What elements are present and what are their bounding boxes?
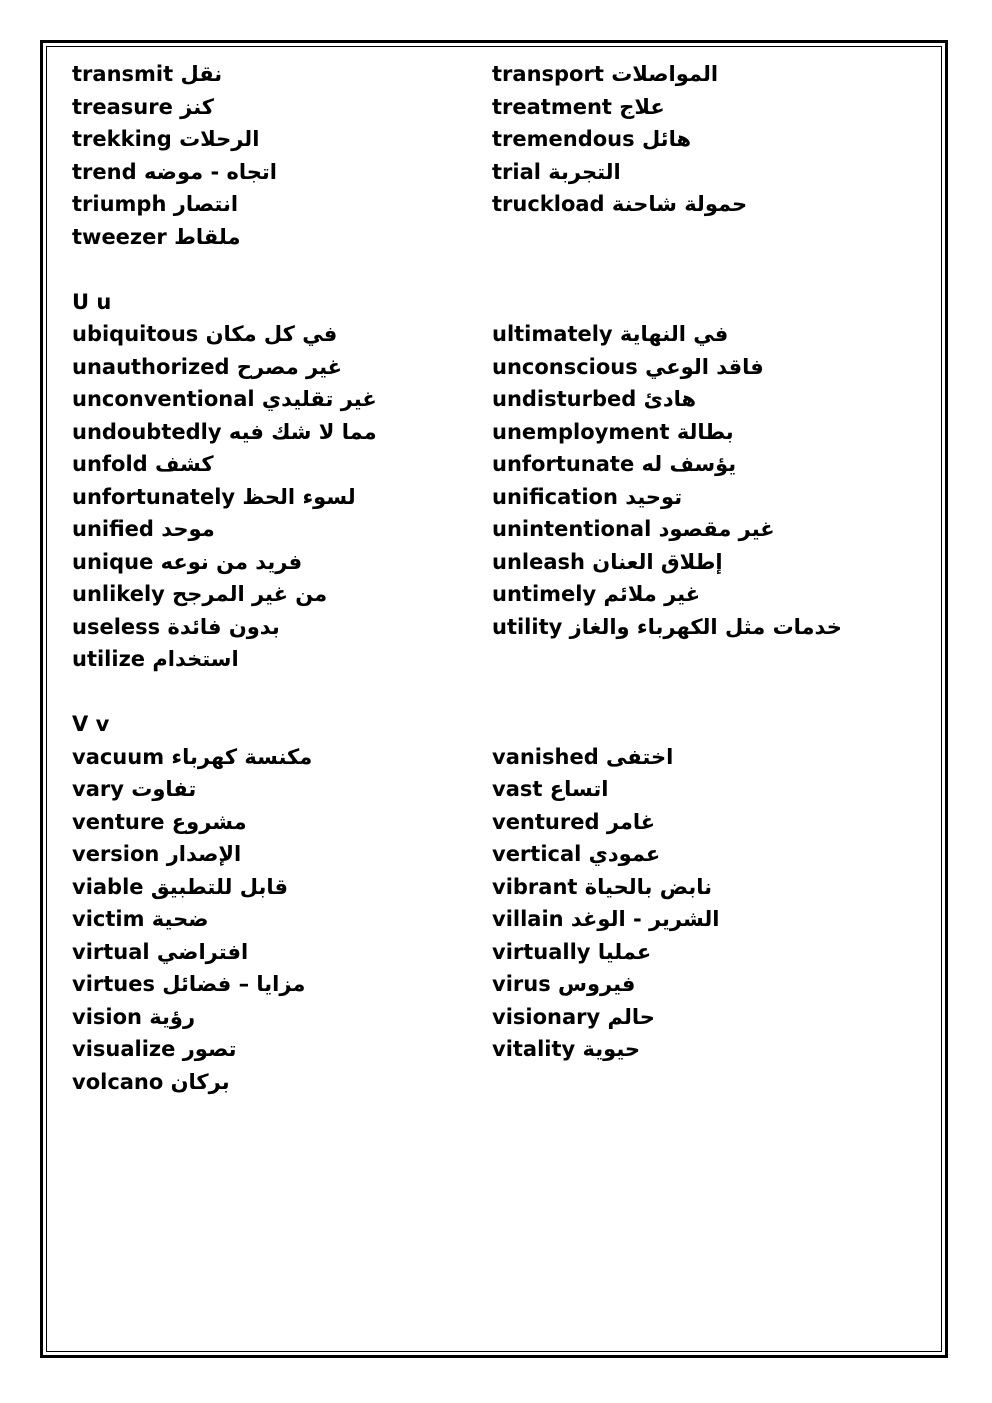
arabic-translation: هائل <box>641 127 692 151</box>
english-word: ubiquitous <box>72 322 199 346</box>
word-entry <box>72 123 492 156</box>
english-word: unfortunately <box>72 484 236 509</box>
word-entry <box>492 448 912 481</box>
arabic-translation: مشروع <box>171 809 247 834</box>
word-entry <box>492 741 912 774</box>
arabic-translation: إطلاق العنان <box>592 549 723 574</box>
arabic-translation: عمليا <box>597 939 652 964</box>
arabic-translation: مما لا شك فيه <box>228 419 377 444</box>
arabic-translation: حالم <box>607 1004 655 1029</box>
english-word: ventured <box>492 809 600 834</box>
section-heading: U u <box>72 289 112 314</box>
arabic-translation: حمولة شاحنة <box>611 192 748 216</box>
word-entry <box>492 221 912 254</box>
arabic-translation: نقل <box>180 62 223 86</box>
word-entry <box>72 741 492 774</box>
arabic-translation: مكنسة كهرباء <box>171 744 313 769</box>
word-entry <box>72 513 492 546</box>
word-grid <box>72 318 932 676</box>
arabic-translation: التجربة <box>548 159 621 184</box>
arabic-translation: بدون فائدة <box>167 614 280 639</box>
english-word: viable <box>72 874 144 899</box>
word-entry <box>72 448 492 481</box>
arabic-translation: فريد من نوعه <box>160 549 303 574</box>
english-word: useless <box>72 614 161 639</box>
word-entry <box>492 643 912 676</box>
arabic-translation: غير تقليدي <box>261 387 377 411</box>
english-word: visualize <box>72 1037 176 1061</box>
word-entry <box>72 643 492 676</box>
english-word: undoubtedly <box>72 419 222 444</box>
arabic-translation: ضحية <box>151 907 209 931</box>
word-entry <box>72 221 492 254</box>
english-word: utility <box>492 614 563 639</box>
english-word: unfold <box>72 452 148 476</box>
english-word: triumph <box>72 192 167 216</box>
english-word: unleash <box>492 549 585 574</box>
english-word: vast <box>492 777 543 801</box>
english-word: treasure <box>72 94 173 119</box>
english-word: virus <box>492 972 551 996</box>
word-entry <box>492 1066 912 1099</box>
arabic-translation: موحد <box>161 517 215 541</box>
word-entry <box>492 91 912 124</box>
section-heading: V v <box>72 712 110 736</box>
word-grid <box>72 741 932 1099</box>
english-word: unconventional <box>72 387 255 411</box>
word-entry <box>492 546 912 579</box>
english-word: unintentional <box>492 517 652 541</box>
arabic-translation: استخدام <box>152 647 239 671</box>
english-word: truckload <box>492 192 605 216</box>
word-entry <box>72 188 492 221</box>
word-entry <box>492 58 912 91</box>
word-entry <box>72 1001 492 1034</box>
word-entry <box>492 481 912 514</box>
english-word: victim <box>72 907 145 931</box>
word-entry <box>72 806 492 839</box>
arabic-translation: غامر <box>606 809 656 834</box>
word-entry <box>72 871 492 904</box>
english-word: unification <box>492 484 618 509</box>
vocabulary-section <box>72 708 932 1098</box>
arabic-translation: تصور <box>182 1037 237 1061</box>
arabic-translation: الشرير - الوغد <box>570 907 720 931</box>
word-entry <box>492 318 912 351</box>
arabic-translation: بركان <box>170 1069 230 1094</box>
english-word: virtues <box>72 972 155 996</box>
english-word: unlikely <box>72 582 165 606</box>
word-entry <box>72 903 492 936</box>
english-word: virtually <box>492 939 591 964</box>
arabic-translation: الرحلات <box>179 127 260 151</box>
word-entry <box>492 936 912 969</box>
word-entry <box>72 58 492 91</box>
arabic-translation: نابض بالحياة <box>584 874 713 899</box>
word-entry <box>492 156 912 189</box>
english-word: undisturbed <box>492 387 637 411</box>
vocabulary-section <box>72 286 932 676</box>
arabic-translation: توحيد <box>625 484 683 509</box>
word-entry <box>72 318 492 351</box>
english-word: unfortunate <box>492 452 635 476</box>
word-entry <box>72 578 492 611</box>
word-entry <box>72 968 492 1001</box>
arabic-translation: اتجاه - موضه <box>143 159 277 184</box>
english-word: vision <box>72 1004 142 1029</box>
english-word: unique <box>72 549 154 574</box>
word-entry <box>72 1033 492 1066</box>
english-word: visionary <box>492 1004 601 1029</box>
word-entry <box>72 481 492 514</box>
arabic-translation: كنز <box>180 94 215 119</box>
english-word: vitality <box>492 1037 576 1061</box>
english-word: version <box>72 842 160 866</box>
english-word: tremendous <box>492 127 635 151</box>
word-entry <box>72 1066 492 1099</box>
word-grid <box>72 58 932 253</box>
arabic-translation: ملقاط <box>174 224 241 249</box>
english-word: transmit <box>72 62 174 86</box>
arabic-translation: من غير المرجح <box>172 582 328 606</box>
word-entry <box>492 806 912 839</box>
arabic-translation: رؤية <box>149 1004 196 1029</box>
english-word: unified <box>72 517 154 541</box>
english-word: unauthorized <box>72 354 230 379</box>
word-entry <box>72 156 492 189</box>
arabic-translation: مزايا – فضائل <box>162 972 306 996</box>
word-entry <box>492 351 912 384</box>
word-entry <box>72 91 492 124</box>
english-word: vanished <box>492 744 599 769</box>
english-word: unemployment <box>492 419 670 444</box>
word-entry <box>72 546 492 579</box>
english-word: trekking <box>72 127 172 151</box>
word-entry <box>492 773 912 806</box>
arabic-translation: يؤسف له <box>641 452 737 476</box>
english-word: trend <box>72 159 137 184</box>
arabic-translation: الإصدار <box>166 842 242 866</box>
section-spacer <box>72 253 932 286</box>
word-entry <box>72 838 492 871</box>
word-entry <box>492 513 912 546</box>
arabic-translation: غير مقصود <box>658 517 775 541</box>
word-entry <box>72 383 492 416</box>
word-entry <box>492 871 912 904</box>
word-entry <box>492 903 912 936</box>
english-word: transport <box>492 62 604 86</box>
word-entry <box>492 611 912 644</box>
word-entry <box>492 123 912 156</box>
arabic-translation: غير مصرح <box>236 354 342 379</box>
arabic-translation: غير ملائم <box>603 582 701 606</box>
arabic-translation: بطالة <box>676 419 734 444</box>
arabic-translation: تفاوت <box>131 777 197 801</box>
english-word: virtual <box>72 939 150 964</box>
arabic-translation: خدمات مثل الكهرباء والغاز <box>569 614 842 639</box>
arabic-translation: هادئ <box>643 387 697 411</box>
arabic-translation: اتساع <box>549 777 609 801</box>
english-word: untimely <box>492 582 597 606</box>
english-word: venture <box>72 809 165 834</box>
arabic-translation: علاج <box>619 94 665 119</box>
word-entry <box>492 578 912 611</box>
vocabulary-list <box>72 58 932 1098</box>
english-word: unconscious <box>492 354 638 379</box>
word-entry <box>492 416 912 449</box>
english-word: vary <box>72 777 124 801</box>
word-entry <box>492 968 912 1001</box>
english-word: ultimately <box>492 322 613 346</box>
word-entry <box>72 611 492 644</box>
english-word: vertical <box>492 842 582 866</box>
word-entry <box>72 773 492 806</box>
vocabulary-section <box>72 58 932 253</box>
arabic-translation: في النهاية <box>619 322 729 346</box>
arabic-translation: اختفى <box>606 744 674 769</box>
arabic-translation: كشف <box>155 452 214 476</box>
english-word: vibrant <box>492 874 578 899</box>
english-word: villain <box>492 907 564 931</box>
arabic-translation: في كل مكان <box>205 322 338 346</box>
word-entry <box>72 936 492 969</box>
arabic-translation: المواصلات <box>611 62 719 86</box>
english-word: tweezer <box>72 224 167 249</box>
word-entry <box>492 1001 912 1034</box>
arabic-translation: فيروس <box>558 972 636 996</box>
english-word: trial <box>492 159 541 184</box>
arabic-translation: حيوية <box>582 1037 641 1061</box>
english-word: treatment <box>492 94 612 119</box>
arabic-translation: لسوء الحظ <box>242 484 356 509</box>
english-word: vacuum <box>72 744 165 769</box>
word-entry <box>72 351 492 384</box>
arabic-translation: عمودي <box>588 842 661 866</box>
word-entry <box>492 1033 912 1066</box>
word-entry <box>492 383 912 416</box>
word-entry <box>492 188 912 221</box>
section-spacer <box>72 676 932 709</box>
english-word: volcano <box>72 1069 164 1094</box>
arabic-translation: فاقد الوعي <box>645 354 764 379</box>
word-entry <box>492 838 912 871</box>
arabic-translation: افتراضي <box>156 939 249 964</box>
arabic-translation: انتصار <box>173 192 239 216</box>
arabic-translation: قابل للتطبيق <box>150 874 288 899</box>
word-entry <box>72 416 492 449</box>
english-word: utilize <box>72 647 146 671</box>
